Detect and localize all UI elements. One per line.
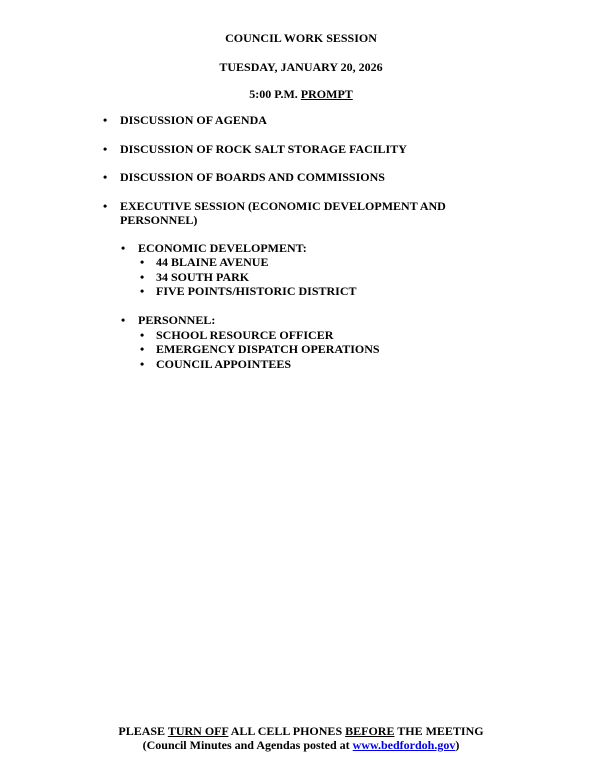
agenda-item-label: DISCUSSION OF BOARDS AND COMMISSIONS [120,170,385,184]
footer-text: (Council Minutes and Agendas posted at [142,738,353,752]
detail-item: • SCHOOL RESOURCE OFFICER [138,328,460,343]
agenda-item [0,170,460,184]
agenda-item [0,113,460,127]
topic-label: PERSONNEL: [138,313,216,327]
footer-posting-note [0,738,602,752]
meeting-time-value: 5:00 P.M. [249,87,301,101]
executive-session-topics [120,241,460,372]
footer-text: ) [455,738,460,752]
agenda-item-label: DISCUSSION OF ROCK SALT STORAGE FACILITY [120,141,407,156]
detail-item: • FIVE POINTS/HISTORIC DISTRICT [138,284,460,299]
footer-notice [0,724,602,738]
detail-item: • EMERGENCY DISPATCH OPERATIONS [138,342,460,357]
topic-personnel [120,313,460,371]
detail-item: • COUNCIL APPOINTEES [138,357,460,372]
agenda-item-executive-session [0,199,460,372]
agenda-item-label: EXECUTIVE SESSION (ECONOMIC DEVELOPMENT AND PERSONNEL) [120,198,446,227]
topic-label: ECONOMIC DEVELOPMENT: [138,240,307,255]
agenda-item-label: DISCUSSION OF AGENDA [120,113,267,127]
meeting-time [0,87,602,101]
footer-text: ALL CELL PHONES [228,724,346,738]
meeting-time-emphasis: PROMPT [300,87,353,101]
agenda-item [0,142,460,156]
topic-economic-development [120,241,460,299]
document-title: COUNCIL WORK SESSION [225,31,377,45]
topic-details [138,255,460,299]
detail-item: • 34 SOUTH PARK [138,270,460,285]
footer-emphasis-before: BEFORE [345,724,395,738]
footer-emphasis-turn-off: TURN OFF [167,724,229,738]
footer-text: PLEASE [118,724,168,738]
meeting-date: TUESDAY, JANUARY 20, 2026 [219,60,383,74]
detail-item: • 44 BLAINE AVENUE [138,255,460,270]
website-link[interactable]: www.bedfordoh.gov [352,738,456,752]
topic-details [138,328,460,372]
footer-text: THE MEETING [394,724,484,738]
agenda-list [0,113,460,386]
